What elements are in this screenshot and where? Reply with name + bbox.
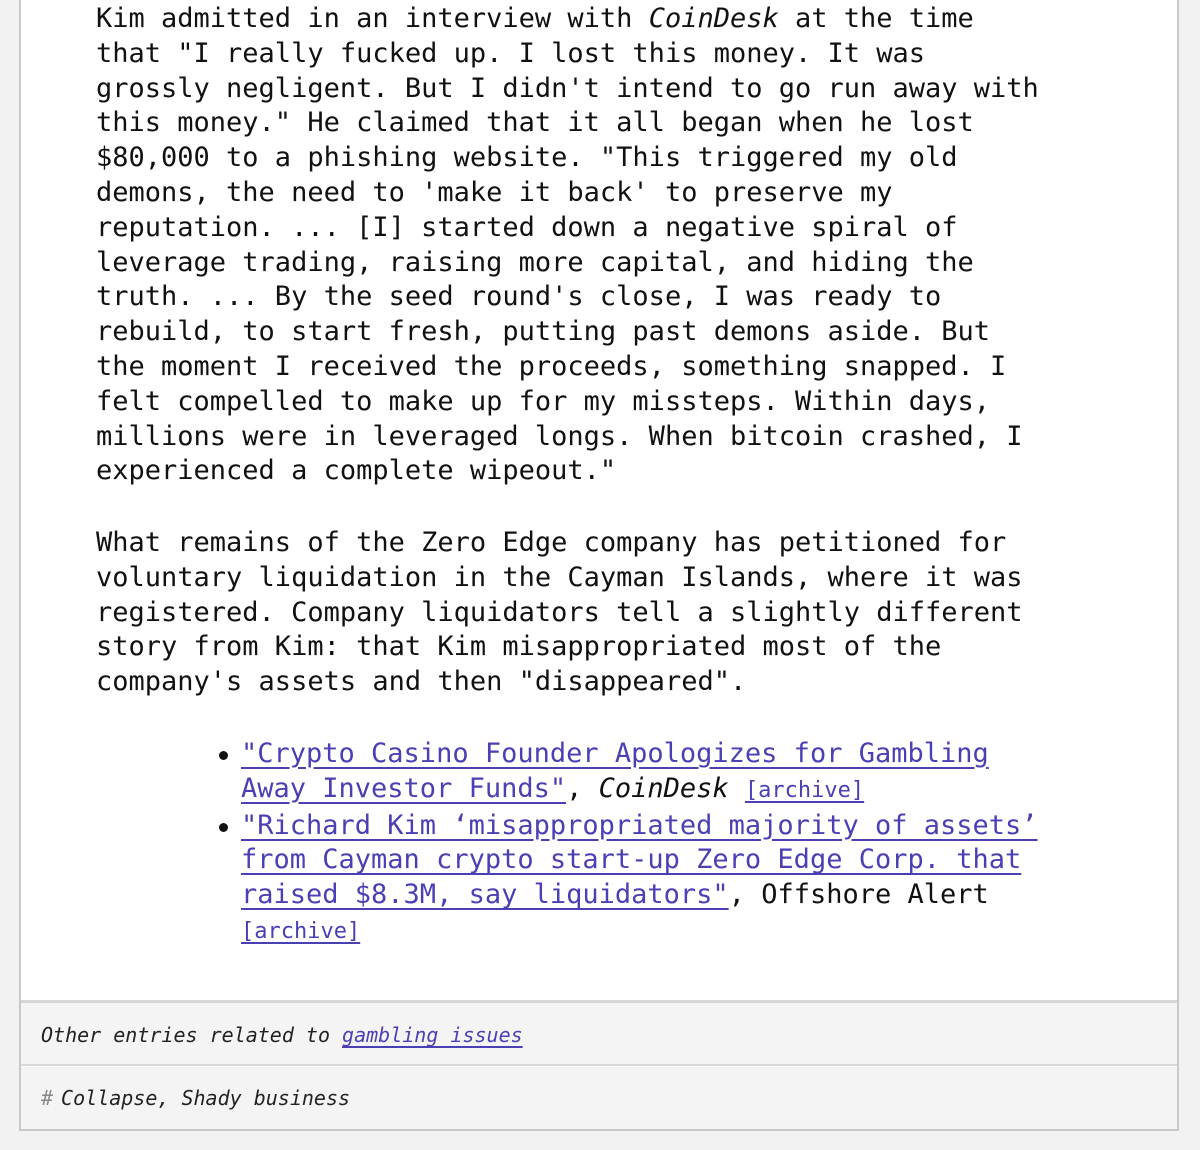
reference-list — [241, 737, 1131, 950]
archive-link[interactable]: [archive] — [744, 777, 865, 803]
paragraph-text: at the time that "I really fucked up. I lost this money. It was grossly negligent. But I didn't intend to go run away with this money." He claimed that it all began when he lost $80,000 to a phishing website. "This triggered my old demons, the need to 'make it back' to preserve my reputation. ... [I] started down a negative spiral of leverage trading, raising more capital, and hiding the truth. ... By the seed round's close, I was ready to rebuild, to start fresh, putting past demons aside. But the moment I received the proceeds, something snapped. I felt compelled to make up for my missteps. Within days, millions were in leveraged longs. When bitcoin crashed, I experienced a complete wipeout." — [96, 3, 1039, 487]
publication-name: CoinDesk — [648, 3, 779, 34]
entry-body — [21, 0, 1177, 1000]
hash-icon: # — [41, 1086, 54, 1110]
tags-list: Collapse, Shady business — [61, 1086, 351, 1110]
entry-card — [19, 0, 1179, 1131]
reference-source: Offshore Alert — [761, 879, 989, 911]
related-entries-label: Other entries related to — [41, 1023, 343, 1047]
related-entries-bar — [21, 1000, 1177, 1066]
reference-source: CoinDesk — [598, 772, 729, 804]
reference-item — [241, 809, 1131, 950]
article-paragraph — [96, 2, 1136, 489]
reference-separator: , — [566, 772, 599, 804]
reference-separator: , — [728, 879, 762, 911]
reference-item — [241, 737, 1131, 809]
archive-link[interactable]: [archive] — [241, 918, 361, 944]
reference-link[interactable]: "Richard Kim ‘misappropriated majority of assets’ from Cayman crypto start-up Zero Edge Corp. that raised $8.3M, say liquidators" — [241, 809, 1038, 911]
related-category-link[interactable]: gambling issues — [342, 1023, 523, 1047]
tags-bar — [21, 1067, 1177, 1129]
article-paragraph: What remains of the Zero Edge company has petitioned for voluntary liquidation in the Cayman Islands, where it was registered. Company liquidators tell a slightly different story from Kim: that Kim misappropriated most of the company's assets and then "disappeared". — [96, 527, 1023, 698]
paragraph-text: Kim admitted in an interview with — [96, 3, 649, 34]
reference-link[interactable]: "Crypto Casino Founder Apologizes for Gambling Away Investor Funds" — [241, 738, 989, 804]
